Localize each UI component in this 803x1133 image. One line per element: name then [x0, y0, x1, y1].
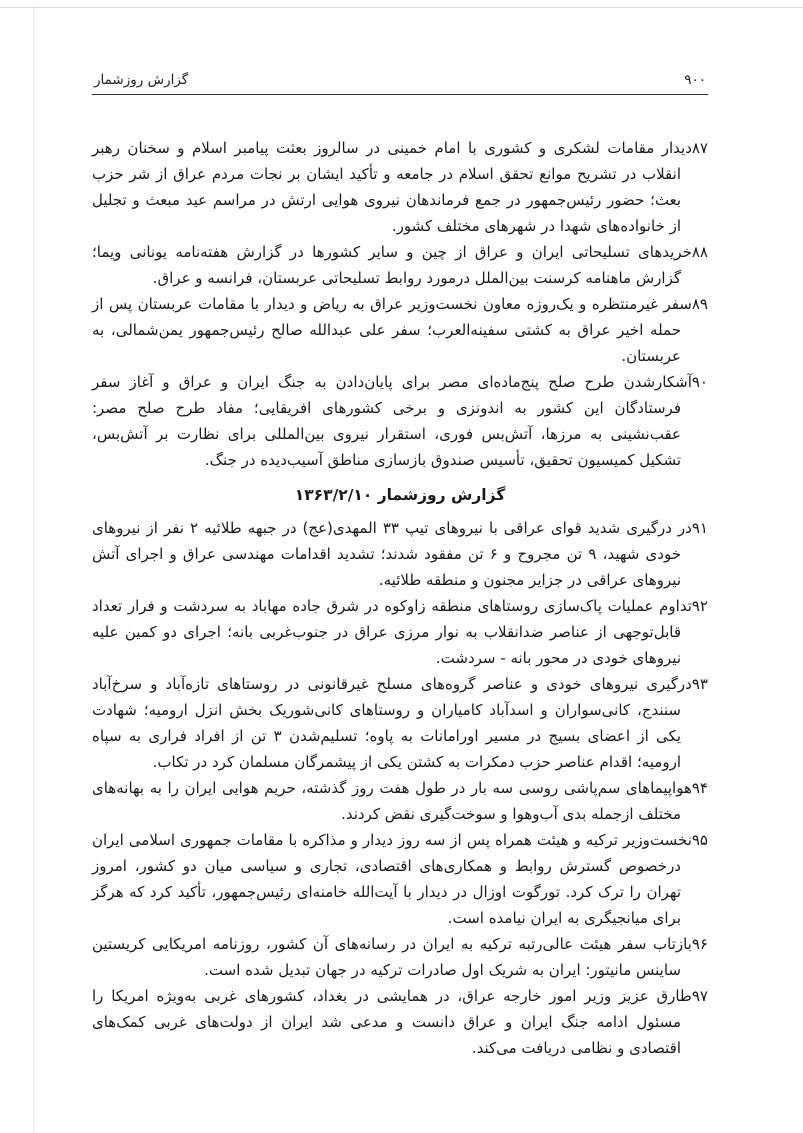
scan-edge-left	[33, 7, 34, 1133]
chronicle-entry-93	[92, 671, 708, 775]
chronicle-entry-94	[92, 775, 708, 827]
running-header-title: گزارش روزشمار	[94, 72, 189, 88]
entry-number: ۹۴	[691, 779, 708, 797]
chronicle-entry-89	[92, 291, 708, 369]
running-header	[92, 72, 708, 95]
entry-text: سفر غیرمنتظره و یک‌روزه معاون نخست‌وزیر عراق به ریاض و دیدار با مقامات عربستان پس از حمله اخیر عراق به کشتی سفینه‌العرب؛ سفر علی عبدالله صالح رئیس‌جمهور یمن‌شمالی، به عربستان.	[92, 295, 692, 365]
entry-text: درگیری نیروهای خودی و عناصر گروه‌های مسلح غیرقانونی در روستاهای تازه‌آباد و سرخ‌آباد سنندج، کانی‌سواران و اسدآباد کامیاران و روستاهای کانی‌شوریک بخش انزل ارومیه؛ شهادت یکی از اعضای بسیج در مسیر اورامانات به پاوه؛ تسلیم‌شدن ۳ تن از افراد فراری به سپاه ارومیه؛ اقدام عناصر حزب دمکرات به کشتن یکی از پیشمرگان مسلمان کرد در تکاب.	[92, 675, 692, 771]
scan-edge-top	[0, 7, 803, 8]
entry-number: ۹۲	[691, 597, 708, 615]
entry-number: ۸۷	[691, 139, 708, 157]
page-number: ۹۰۰	[684, 72, 706, 88]
entry-number: ۹۳	[691, 675, 708, 693]
entry-text: خریدهای تسلیحاتی ایران و عراق از چین و سایر کشورها در گزارش هفته‌نامه یونانی ویما؛ گزارش ماهنامه کرسنت بین‌الملل درمورد روابط تسلیحاتی عربستان، فرانسه و عراق.	[92, 243, 692, 287]
entry-number: ۸۹	[691, 295, 708, 313]
entry-text: در درگیری شدید قوای عراقی با نیروهای تیپ ۳۳ المهدی(عج) در جبهه طلائیه ۲ نفر از نیروهای خودی شهید، ۹ تن مجروح و ۶ تن مفقود شدند؛ تشدید اقدامات مهندسی عراق و اجرای آتش نیروهای عراقی در جزایر مجنون و منطقه طلائیه.	[92, 519, 692, 589]
entry-text: دیدار مقامات لشکری و کشوری با امام خمینی در سالروز بعثت پیامبر اسلام و سخنان رهبر انقلاب در تشریح موانع تحقق اسلام در جامعه و تأکید ایشان بر نجات مردم عراق از شر حزب بعث؛ حضور رئیس‌جمهور در جمع فرماندهان نیروی هوایی ارتش در مراسم عید مبعث و تجلیل از خانواده‌های شهدا در شهرهای مختلف کشور.	[92, 139, 692, 235]
entry-text: هواپیماهای سم‌پاشی روسی سه بار در طول هفت روز گذشته، حریم هوایی ایران را به بهانه‌های مختلف ازجمله بدی آب‌وهوا و سوخت‌گیری نقض کردند.	[92, 779, 692, 823]
entry-text: نخست‌وزیر ترکیه و هیئت همراه پس از سه روز دیدار و مذاکره با مقامات جمهوری اسلامی ایران درخصوص گسترش روابط و همکاری‌های اقتصادی، تجاری و سیاسی میان دو کشور، امروز تهران را ترک کرد. تورگوت اوزال در دیدار با آیت‌الله خامنه‌ای رئیس‌جمهور، تأکید کرد که هرگز برای میانجیگری به ایران نیامده است.	[92, 831, 692, 927]
chronicle-entry-95	[92, 827, 708, 931]
entry-number: ۹۰	[691, 373, 708, 391]
entry-text: بازتاب سفر هیئت عالی‌رتبه ترکیه به ایران در رسانه‌های آن کشور، روزنامه امریکایی کریستین ساینس مانیتور: ایران به شریک اول صادرات ترکیه در جهان تبدیل شده است.	[92, 935, 692, 979]
entry-text: طارق عزیز وزیر امور خارجه عراق، در همایشی در بغداد، کشورهای غربی به‌ویژه امریکا را مسئول ادامه جنگ ایران و عراق دانست و مدعی شد ایران از دولت‌های غربی کمک‌های اقتصادی و نظامی دریافت می‌کند.	[92, 987, 692, 1057]
entry-number: ۹۷	[691, 987, 708, 1005]
chronicle-entry-97	[92, 983, 708, 1061]
chronicle-entry-87	[92, 135, 708, 239]
chronicle-entry-91	[92, 515, 708, 593]
entry-number: ۹۶	[691, 935, 708, 953]
section-heading: گزارش روزشمار ۱۳۶۳/۲/۱۰	[294, 486, 506, 504]
chronicle-entry-90	[92, 369, 708, 473]
page-content	[92, 72, 708, 1061]
entry-number: ۹۵	[691, 831, 708, 849]
entry-text: تداوم عملیات پاک‌سازی روستاهای منطقه زاوکوه در شرق جاده مهاباد به سردشت و فرار تعداد قابل‌توجهی از عناصر ضدانقلاب به نوار مرزی عراق در جنوب‌غربی بانه؛ اجرای دو کمین علیه نیروهای خودی در محور بانه - سردشت.	[92, 597, 692, 667]
chronicle-entry-96	[92, 931, 708, 983]
chronicle-entry-88	[92, 239, 708, 291]
entry-text: آشکارشدن طرح صلح پنج‌ماده‌ای مصر برای پایان‌دادن به جنگ ایران و عراق و آغاز سفر فرستادگان این کشور به اندونزی و برخی کشورهای افریقایی؛ مفاد طرح صلح مصر: عقب‌نشینی به مرزها، آتش‌بس فوری، استقرار نیروی بین‌المللی برای نظارت بر آتش‌بس، تشکیل کمیسیون تحقیق، تأسیس صندوق بازسازی مناطق آسیب‌دیده در جنگ.	[92, 373, 692, 469]
entry-number: ۸۸	[691, 243, 708, 261]
entry-number: ۹۱	[691, 519, 708, 537]
chronicle-entries	[92, 135, 708, 1061]
chronicle-entry-92	[92, 593, 708, 671]
